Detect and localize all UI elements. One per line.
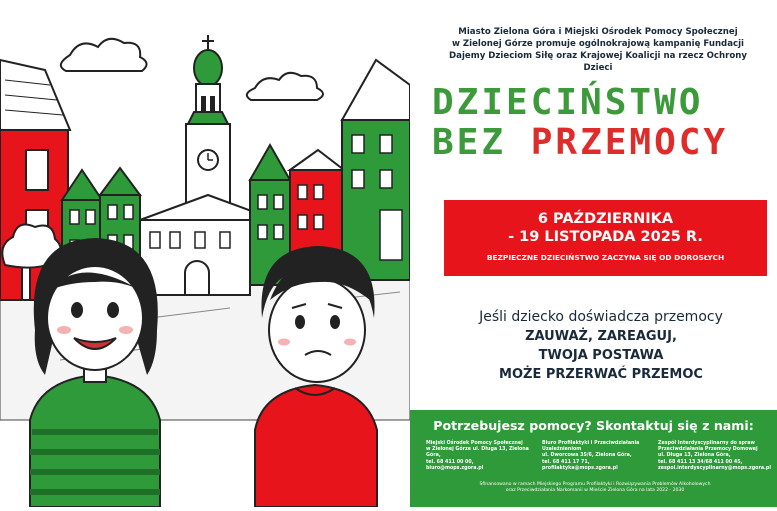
end-date: - 19 LISTOPADA 2025 R. [508,229,703,245]
campaign-headline [432,83,772,163]
footnote-line: Sfinansowano w ramach Miejskiego Programu Profilaktyki i Rozwiązywania Problemów Alkoholowych [479,482,711,487]
contact-line: ul. Długa 13, Zielona Góra, [658,453,731,459]
contact-line: Zespół Interdyscyplinarny do spraw [658,441,755,446]
contacts-list [426,441,771,472]
contact-mops [426,441,534,472]
help-contact-box [410,410,777,507]
start-date: 6 PAŹDZIERNIKA [537,211,674,227]
campaign-info-panel [410,0,777,507]
appeal-lead: Jeśli dziecko doświadcza przemocy [479,309,723,325]
contact-line: Przeciwdziałania Przemocy Domowej [658,447,758,453]
appeal-line: TWOJA POSTAWA [538,348,664,363]
intro-line: w Zielonej Górze promuje ogólnokrajową kampanię Fundacji [452,39,744,49]
help-title: Potrzebujesz pomocy? Skontaktuj się z nami: [433,418,754,433]
campaign-slogan: BEZPIECZNE DZIECIŃSTWO ZACZYNA SIĘ OD DOROSŁYCH [486,253,725,262]
contact-biuro-profilaktyki [542,441,650,472]
contact-line: Miejski Ośrodek Pomocy Społecznej [426,441,523,446]
intro-text [438,26,758,74]
intro-line: Miasto Zielona Góra i Miejski Ośrodek Pomocy Społecznej [458,27,738,37]
contact-line: tel. 68 411 17 71, [542,459,590,465]
headline-word-bez: BEZ [432,122,507,163]
contact-line: ul. Dworcowa 35/6, Zielona Góra, [542,453,632,459]
campaign-dates-box [444,200,767,276]
contact-line: tel. 68 411 13 34/68 411 00 45, [658,459,743,465]
appeal-text [430,308,772,384]
contact-email[interactable]: profilaktyka@mops.zgora.pl [542,465,618,471]
headline-line1: DZIECIŃSTWO [432,82,704,123]
contact-zespol [658,441,771,472]
contact-line: tel. 68 411 00 00, [426,459,474,465]
headline-word-przemocy: PRZEMOCY [530,122,729,163]
contact-line: Biuro Profilaktyki i Przeciwdziałania Uzależnieniom [542,441,640,453]
contact-line: w Zielonej Górze ul. Długa 13, Zielona Góra, [426,447,529,459]
appeal-line: MOŻE PRZERWAĆ PRZEMOC [499,367,703,382]
intro-line: Dajemy Dzieciom Siłę oraz Krajowej Koalicji na rzecz Ochrony Dzieci [449,51,747,73]
funding-footnote [430,482,760,494]
footnote-line: oraz Przeciwdziałania Narkomanii w Mieście Zielona Góra na lata 2022 - 2030 [505,488,685,493]
contact-email[interactable]: biuro@mops.zgora.pl [426,465,484,471]
contact-email[interactable]: zespol.interdyscyplinarny@mops.zgora.pl [658,465,771,471]
headline-line2 [432,123,772,163]
appeal-line: ZAUWAŻ, ZAREAGUJ, [525,329,677,344]
